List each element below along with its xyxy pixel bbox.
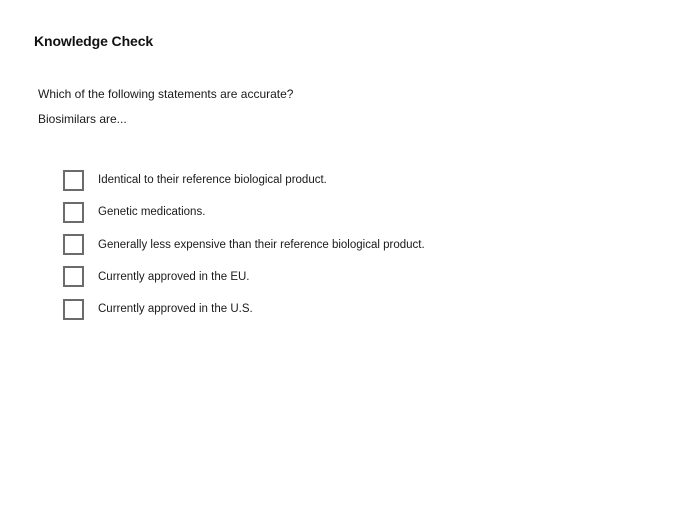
answer-option-genetic[interactable]	[63, 201, 425, 223]
checkbox-genetic[interactable]	[63, 202, 84, 223]
answer-option-approved-eu[interactable]	[63, 266, 425, 288]
page-title: Knowledge Check	[34, 33, 154, 49]
answer-options-list	[63, 169, 425, 330]
answer-option-approved-us[interactable]	[63, 298, 425, 320]
checkbox-approved-eu[interactable]	[63, 266, 84, 287]
checkbox-approved-us[interactable]	[63, 299, 84, 320]
answer-option-less-expensive[interactable]	[63, 234, 425, 256]
question-prompt: Biosimilars are...	[38, 112, 127, 126]
checkbox-less-expensive[interactable]	[63, 234, 84, 255]
answer-option-label: Currently approved in the U.S.	[98, 303, 253, 316]
checkbox-identical[interactable]	[63, 170, 84, 191]
question-text: Which of the following statements are accurate?	[38, 87, 294, 101]
answer-option-label: Identical to their reference biological product.	[98, 174, 327, 186]
answer-option-label: Currently approved in the EU.	[98, 270, 250, 283]
answer-option-identical[interactable]	[63, 169, 425, 191]
answer-option-label: Generally less expensive than their reference biological product.	[98, 238, 425, 251]
answer-option-label: Genetic medications.	[98, 206, 206, 219]
